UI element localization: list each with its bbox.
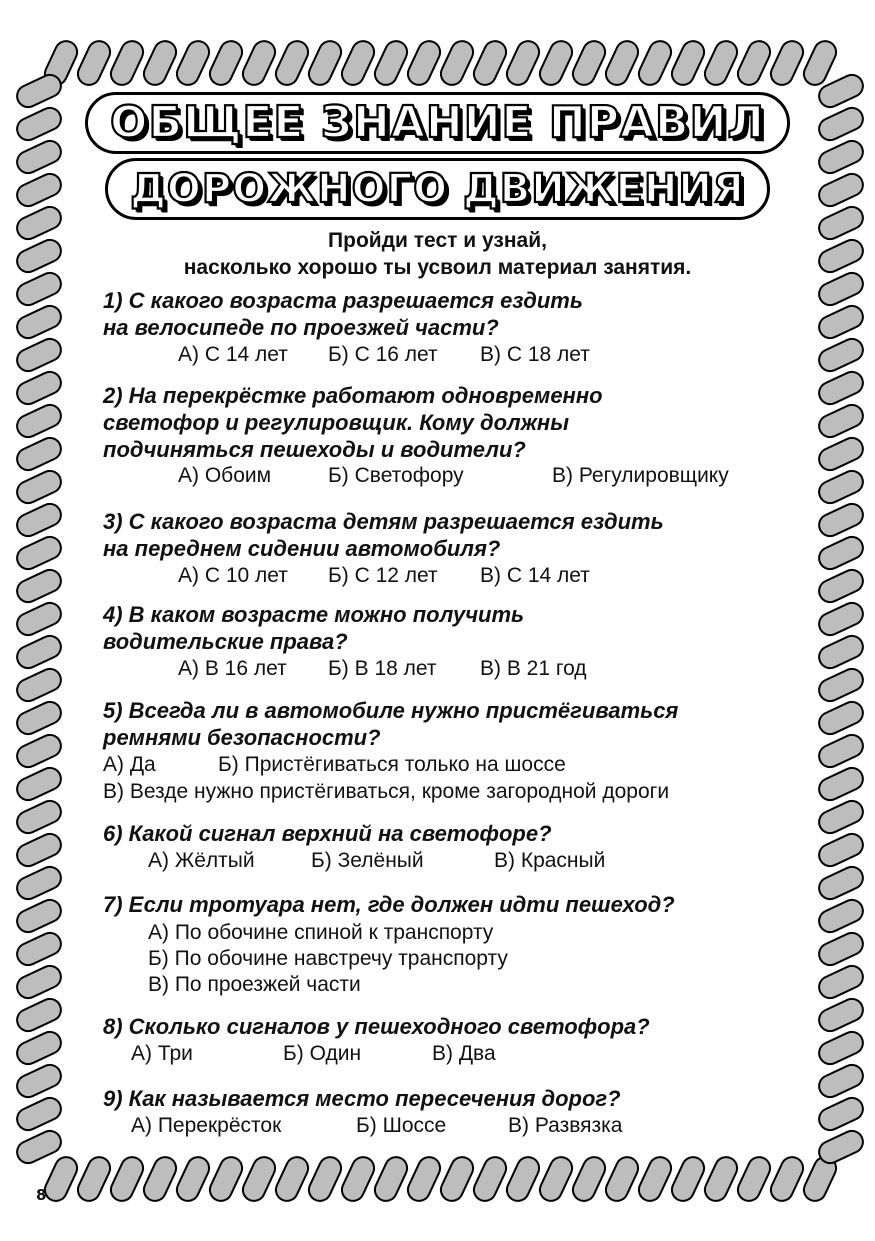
answer-option[interactable]: Б) Шоссе: [356, 1114, 447, 1137]
question-5: [103, 697, 678, 751]
question-text: на велосипеде по проезжей части?: [103, 315, 499, 340]
answer-option[interactable]: А) Три: [131, 1042, 193, 1065]
rope-segment: [816, 632, 867, 671]
answer-option[interactable]: Б) Пристёгиваться только на шоссе: [218, 753, 566, 776]
rope-segment: [816, 731, 867, 770]
title-line-1: ОБЩЕЕ ЗНАНИЕ ПРАВИЛ: [110, 97, 765, 148]
question-7: [103, 891, 675, 918]
rope-segment: [107, 38, 146, 89]
rope-segment: [14, 929, 65, 968]
rope-segment: [272, 1154, 311, 1205]
subtitle-line-2: насколько хорошо ты усвоил материал занятия.: [183, 256, 692, 279]
answer-option[interactable]: Б) С 16 лет: [328, 343, 438, 366]
rope-segment: [14, 962, 65, 1001]
rope-segment: [470, 1154, 509, 1205]
rope-segment: [816, 467, 867, 506]
rope-segment: [371, 1154, 410, 1205]
rope-segment: [239, 1154, 278, 1205]
question-text: ремнями безопасности?: [103, 725, 381, 750]
rope-segment: [536, 1154, 575, 1205]
rope-segment: [767, 38, 806, 89]
rope-segment: [503, 1154, 542, 1205]
rope-segment: [14, 500, 65, 539]
question-text: на переднем сидении автомобиля?: [103, 536, 501, 561]
question-text: 5) Всегда ли в автомобиле нужно пристёгиваться: [103, 698, 679, 723]
rope-segment: [107, 1154, 146, 1205]
rope-segment: [816, 335, 867, 374]
answer-option[interactable]: Б) В 18 лет: [328, 657, 437, 680]
rope-segment: [816, 698, 867, 737]
page-number: 8: [36, 1186, 47, 1204]
rope-segment: [602, 1154, 641, 1205]
rope-segment: [140, 1154, 179, 1205]
rope-segment: [14, 302, 65, 341]
question-text: 2) На перекрёстке работают одновременно: [103, 383, 603, 408]
answer-option[interactable]: А) В 16 лет: [178, 657, 287, 680]
rope-segment: [816, 1127, 867, 1166]
title-line-2: ДОРОЖНОГО ДВИЖЕНИЯ: [130, 166, 745, 212]
rope-segment: [14, 566, 65, 605]
rope-segment: [701, 1154, 740, 1205]
question-6: [103, 820, 552, 847]
rope-segment: [816, 500, 867, 539]
rope-segment: [734, 1154, 773, 1205]
rope-segment: [14, 599, 65, 638]
answer-option[interactable]: В) В 21 год: [480, 657, 587, 680]
answer-option[interactable]: А) Перекрёсток: [131, 1114, 282, 1137]
answer-option[interactable]: А) Да: [103, 753, 156, 776]
rope-segment: [14, 863, 65, 902]
rope-segment: [14, 401, 65, 440]
rope-segment: [14, 1028, 65, 1067]
rope-segment: [816, 599, 867, 638]
rope-segment: [816, 962, 867, 1001]
answer-option[interactable]: В) Везде нужно пристёгиваться, кроме загородной дороги: [103, 780, 670, 803]
question-9: [103, 1085, 621, 1112]
answer-option[interactable]: А) Обоим: [178, 464, 272, 487]
answer-option[interactable]: А) С 10 лет: [178, 564, 288, 587]
rope-segment: [569, 1154, 608, 1205]
answer-option[interactable]: Б) Светофору: [328, 464, 464, 487]
rope-segment: [437, 1154, 476, 1205]
question-text: 1) С какого возраста разрешается ездить: [103, 288, 583, 313]
rope-segment: [800, 38, 839, 89]
rope-segment: [437, 38, 476, 89]
rope-segment: [668, 1154, 707, 1205]
rope-segment: [14, 632, 65, 671]
question-1: [103, 287, 583, 341]
question-4: [103, 601, 524, 655]
question-text: 9) Как называется место пересечения дорог?: [103, 1086, 621, 1111]
answer-option[interactable]: В) С 18 лет: [480, 343, 590, 366]
question-text: 4) В каком возрасте можно получить: [103, 602, 525, 627]
answer-option[interactable]: А) По обочине спиной к транспорту: [148, 921, 494, 944]
rope-segment: [816, 665, 867, 704]
question-3: [103, 508, 664, 562]
rope-segment: [767, 1154, 806, 1205]
rope-segment: [816, 797, 867, 836]
rope-segment: [14, 830, 65, 869]
rope-segment: [816, 368, 867, 407]
rope-segment: [816, 1028, 867, 1067]
rope-segment: [816, 434, 867, 473]
rope-segment: [816, 1061, 867, 1100]
answer-option[interactable]: В) Красный: [494, 849, 606, 872]
rope-segment: [404, 38, 443, 89]
answer-option[interactable]: В) Регулировщику: [552, 464, 729, 487]
rope-segment: [371, 38, 410, 89]
rope-segment: [635, 38, 674, 89]
rope-segment: [305, 1154, 344, 1205]
rope-segment: [173, 1154, 212, 1205]
rope-segment: [14, 335, 65, 374]
rope-segment: [338, 1154, 377, 1205]
rope-segment: [816, 1094, 867, 1133]
answer-option[interactable]: А) С 14 лет: [178, 343, 288, 366]
page-title: [0, 92, 875, 220]
rope-segment: [668, 38, 707, 89]
rope-segment: [470, 38, 509, 89]
rope-segment: [14, 896, 65, 935]
rope-segment: [14, 731, 65, 770]
question-text: 8) Сколько сигналов у пешеходного светофора?: [103, 1014, 650, 1039]
rope-segment: [569, 38, 608, 89]
rope-segment: [305, 38, 344, 89]
rope-segment: [816, 533, 867, 572]
rope-segment: [816, 896, 867, 935]
answer-option[interactable]: В) По проезжей части: [148, 973, 361, 996]
rope-segment: [206, 38, 245, 89]
rope-segment: [602, 38, 641, 89]
rope-segment: [701, 38, 740, 89]
rope-segment: [206, 1154, 245, 1205]
rope-segment: [14, 1094, 65, 1133]
rope-segment: [14, 665, 65, 704]
question-text: водительские права?: [103, 629, 348, 654]
rope-segment: [816, 401, 867, 440]
rope-segment: [816, 863, 867, 902]
answer-option[interactable]: Б) По обочине навстречу транспорту: [148, 947, 508, 970]
rope-segment: [272, 38, 311, 89]
rope-segment: [14, 467, 65, 506]
rope-segment: [404, 1154, 443, 1205]
answer-option[interactable]: В) Два: [432, 1042, 496, 1065]
question-text: 3) С какого возраста детям разрешается ездить: [103, 509, 664, 534]
rope-segment: [816, 830, 867, 869]
rope-segment: [503, 38, 542, 89]
rope-segment: [816, 302, 867, 341]
question-2: [103, 382, 603, 463]
question-8: [103, 1013, 650, 1040]
answer-option[interactable]: В) С 14 лет: [480, 564, 590, 587]
answer-option[interactable]: Б) С 12 лет: [328, 564, 438, 587]
rope-segment: [14, 764, 65, 803]
answer-option[interactable]: Б) Зелёный: [311, 849, 424, 872]
rope-segment: [338, 38, 377, 89]
rope-segment: [74, 1154, 113, 1205]
rope-segment: [173, 38, 212, 89]
question-text: 7) Если тротуара нет, где должен идти пешеход?: [103, 892, 675, 917]
rope-segment: [14, 995, 65, 1034]
question-text: светофор и регулировщик. Кому должны: [103, 410, 569, 435]
rope-segment: [816, 929, 867, 968]
rope-segment: [14, 368, 65, 407]
rope-segment: [536, 38, 575, 89]
answer-option[interactable]: В) Развязка: [508, 1114, 623, 1137]
rope-segment: [14, 434, 65, 473]
rope-segment: [41, 1154, 80, 1205]
rope-segment: [74, 38, 113, 89]
rope-segment: [140, 38, 179, 89]
rope-segment: [816, 764, 867, 803]
rope-segment: [14, 797, 65, 836]
rope-segment: [816, 566, 867, 605]
subtitle-line-1: Пройди тест и узнай,: [328, 229, 547, 252]
rope-segment: [734, 38, 773, 89]
rope-segment: [14, 1061, 65, 1100]
answer-option[interactable]: А) Жёлтый: [148, 849, 255, 872]
answer-option[interactable]: Б) Один: [283, 1042, 362, 1065]
question-text: подчиняться пешеходы и водители?: [103, 437, 526, 462]
rope-segment: [635, 1154, 674, 1205]
rope-segment: [816, 995, 867, 1034]
question-text: 6) Какой сигнал верхний на светофоре?: [103, 821, 552, 846]
rope-segment: [14, 533, 65, 572]
rope-segment: [239, 38, 278, 89]
rope-segment: [14, 698, 65, 737]
